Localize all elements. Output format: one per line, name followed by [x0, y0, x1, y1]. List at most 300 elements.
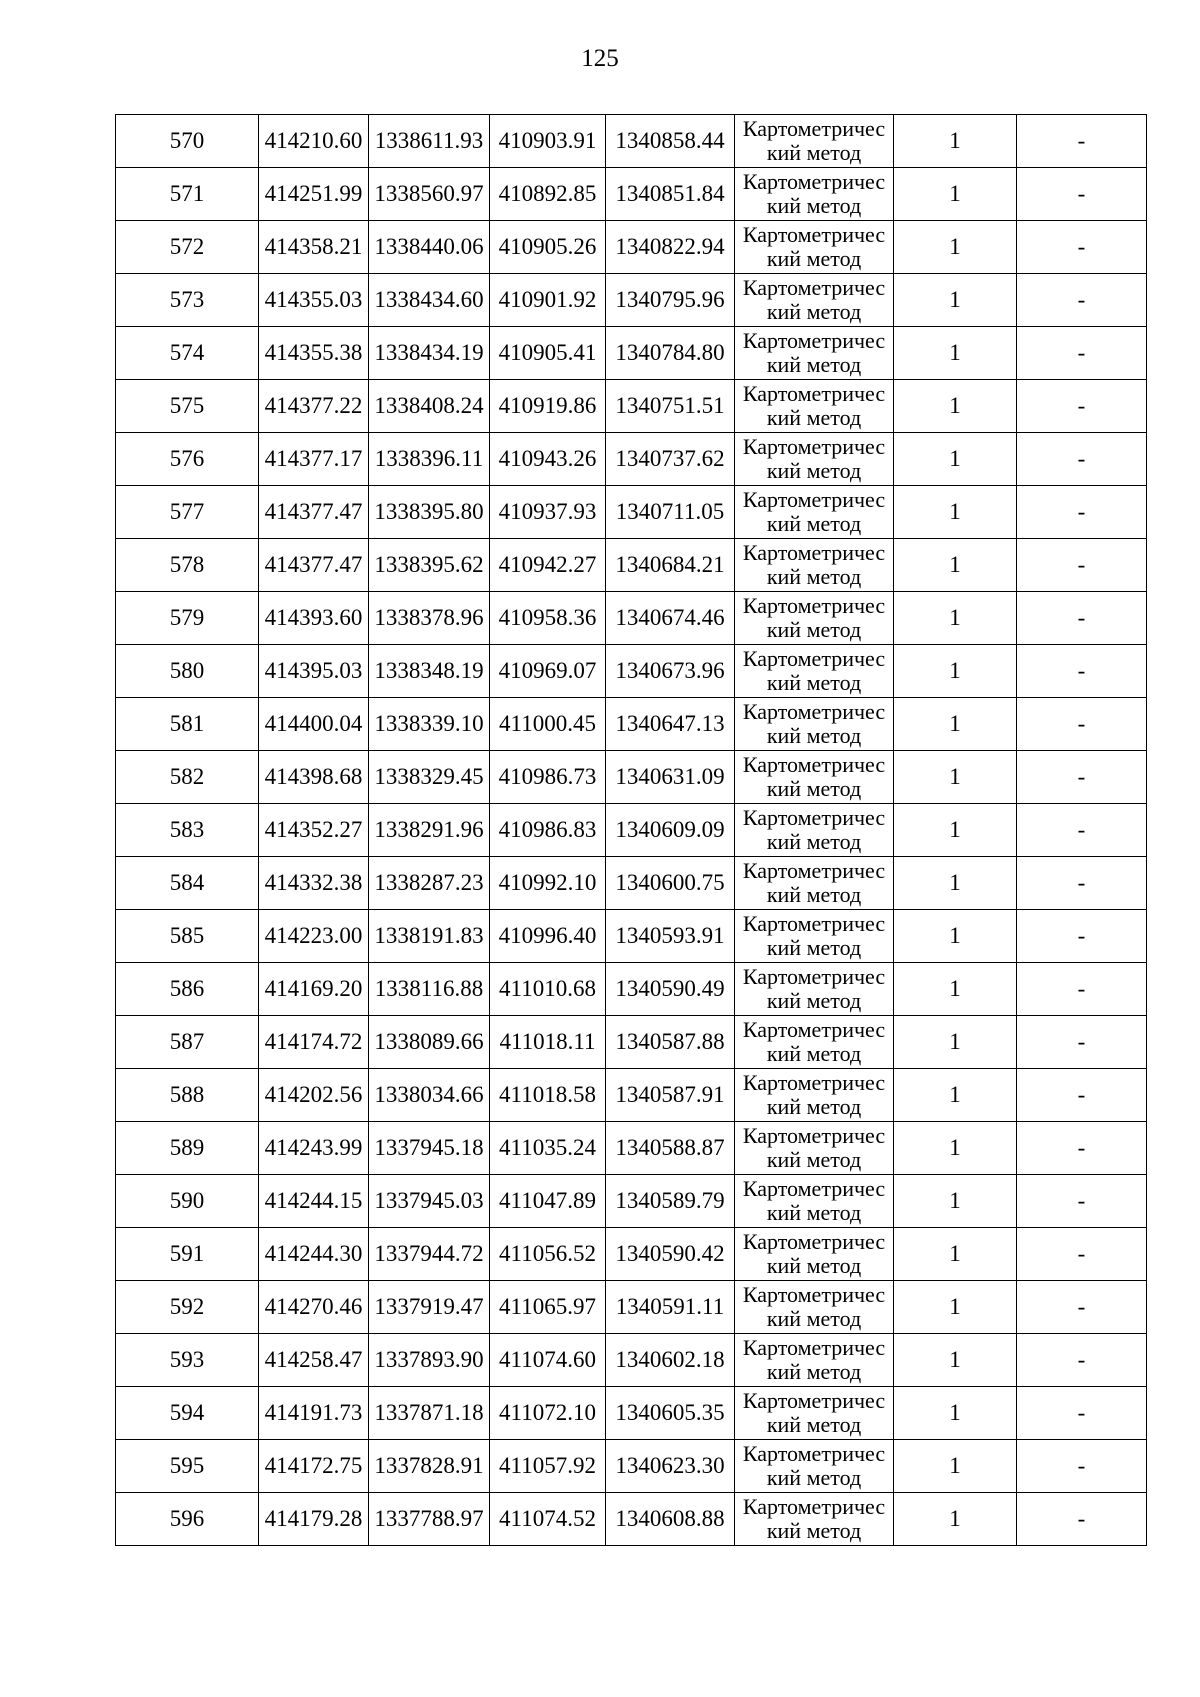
y2-coordinate-cell: 1340590.42: [606, 1228, 735, 1281]
note-cell: -: [1017, 963, 1147, 1016]
y-coordinate-cell: 1337893.90: [369, 1334, 490, 1387]
method-cell: [735, 1440, 894, 1493]
note-cell: -: [1017, 115, 1147, 168]
y-coordinate-cell: 1337871.18: [369, 1387, 490, 1440]
note-cell: -: [1017, 539, 1147, 592]
table-row: [116, 486, 1147, 539]
x2-coordinate-cell: 410942.27: [490, 539, 606, 592]
note-cell: -: [1017, 1387, 1147, 1440]
note-cell: -: [1017, 910, 1147, 963]
x2-coordinate-cell: 410958.36: [490, 592, 606, 645]
method-line-2: кий метод: [766, 1359, 862, 1384]
method-line-2: кий метод: [766, 723, 862, 748]
note-cell: -: [1017, 1493, 1147, 1546]
y-coordinate-cell: 1338440.06: [369, 221, 490, 274]
x2-coordinate-cell: 410892.85: [490, 168, 606, 221]
note-cell: -: [1017, 751, 1147, 804]
method-line-2: кий метод: [766, 140, 862, 165]
method-line-2: кий метод: [766, 935, 862, 960]
y2-coordinate-cell: 1340609.09: [606, 804, 735, 857]
accuracy-cell: 1: [894, 1281, 1017, 1334]
note-cell: -: [1017, 1228, 1147, 1281]
y-coordinate-cell: 1338339.10: [369, 698, 490, 751]
accuracy-cell: 1: [894, 433, 1017, 486]
y-coordinate-cell: 1338287.23: [369, 857, 490, 910]
x-coordinate-cell: 414377.17: [259, 433, 369, 486]
x2-coordinate-cell: 410901.92: [490, 274, 606, 327]
method-line-1: Картометричес: [742, 646, 886, 671]
table-row: [116, 221, 1147, 274]
point-number-cell: 585: [116, 910, 259, 963]
accuracy-cell: 1: [894, 1334, 1017, 1387]
method-line-2: кий метод: [766, 511, 862, 536]
note-cell: -: [1017, 380, 1147, 433]
point-number-cell: 577: [116, 486, 259, 539]
x2-coordinate-cell: 410937.93: [490, 486, 606, 539]
x-coordinate-cell: 414251.99: [259, 168, 369, 221]
table-row: [116, 1493, 1147, 1546]
method-line-2: кий метод: [766, 299, 862, 324]
y-coordinate-cell: 1337828.91: [369, 1440, 490, 1493]
y-coordinate-cell: 1337945.18: [369, 1122, 490, 1175]
accuracy-cell: 1: [894, 645, 1017, 698]
accuracy-cell: 1: [894, 910, 1017, 963]
method-line-2: кий метод: [766, 776, 862, 801]
point-number-cell: 578: [116, 539, 259, 592]
x-coordinate-cell: 414377.47: [259, 486, 369, 539]
accuracy-cell: 1: [894, 115, 1017, 168]
point-number-cell: 586: [116, 963, 259, 1016]
table-row: [116, 1069, 1147, 1122]
x-coordinate-cell: 414179.28: [259, 1493, 369, 1546]
method-line-1: Картометричес: [742, 275, 886, 300]
x2-coordinate-cell: 410992.10: [490, 857, 606, 910]
method-cell: [735, 168, 894, 221]
point-number-cell: 590: [116, 1175, 259, 1228]
point-number-cell: 581: [116, 698, 259, 751]
method-line-2: кий метод: [766, 405, 862, 430]
y-coordinate-cell: 1338395.62: [369, 539, 490, 592]
accuracy-cell: 1: [894, 963, 1017, 1016]
x-coordinate-cell: 414258.47: [259, 1334, 369, 1387]
y-coordinate-cell: 1338396.11: [369, 433, 490, 486]
method-line-1: Картометричес: [742, 1017, 886, 1042]
x2-coordinate-cell: 411057.92: [490, 1440, 606, 1493]
y-coordinate-cell: 1338408.24: [369, 380, 490, 433]
method-line-2: кий метод: [766, 1465, 862, 1490]
method-line-1: Картометричес: [742, 222, 886, 247]
method-line-1: Картометричес: [742, 116, 886, 141]
y2-coordinate-cell: 1340673.96: [606, 645, 735, 698]
method-line-2: кий метод: [766, 617, 862, 642]
y-coordinate-cell: 1338348.19: [369, 645, 490, 698]
note-cell: -: [1017, 168, 1147, 221]
method-cell: [735, 645, 894, 698]
y2-coordinate-cell: 1340608.88: [606, 1493, 735, 1546]
method-line-2: кий метод: [766, 458, 862, 483]
method-cell: [735, 698, 894, 751]
x2-coordinate-cell: 411072.10: [490, 1387, 606, 1440]
x-coordinate-cell: 414398.68: [259, 751, 369, 804]
table-row: [116, 1334, 1147, 1387]
x2-coordinate-cell: 411074.60: [490, 1334, 606, 1387]
table-row: [116, 327, 1147, 380]
point-number-cell: 579: [116, 592, 259, 645]
method-line-1: Картометричес: [742, 964, 886, 989]
y2-coordinate-cell: 1340751.51: [606, 380, 735, 433]
method-line-1: Картометричес: [742, 540, 886, 565]
method-line-1: Картометричес: [742, 1441, 886, 1466]
method-line-2: кий метод: [766, 988, 862, 1013]
method-line-1: Картометричес: [742, 752, 886, 777]
method-cell: [735, 486, 894, 539]
x-coordinate-cell: 414202.56: [259, 1069, 369, 1122]
note-cell: -: [1017, 804, 1147, 857]
point-number-cell: 595: [116, 1440, 259, 1493]
method-cell: [735, 1122, 894, 1175]
y2-coordinate-cell: 1340822.94: [606, 221, 735, 274]
x-coordinate-cell: 414223.00: [259, 910, 369, 963]
accuracy-cell: 1: [894, 1493, 1017, 1546]
table-row: [116, 592, 1147, 645]
method-cell: [735, 327, 894, 380]
table-row: [116, 698, 1147, 751]
table-row: [116, 1228, 1147, 1281]
note-cell: -: [1017, 857, 1147, 910]
y2-coordinate-cell: 1340674.46: [606, 592, 735, 645]
accuracy-cell: 1: [894, 486, 1017, 539]
table-row: [116, 857, 1147, 910]
accuracy-cell: 1: [894, 327, 1017, 380]
y2-coordinate-cell: 1340623.30: [606, 1440, 735, 1493]
method-line-2: кий метод: [766, 1041, 862, 1066]
method-line-1: Картометричес: [742, 381, 886, 406]
x-coordinate-cell: 414377.47: [259, 539, 369, 592]
accuracy-cell: 1: [894, 1228, 1017, 1281]
point-number-cell: 587: [116, 1016, 259, 1069]
method-line-1: Картометричес: [742, 434, 886, 459]
x-coordinate-cell: 414377.22: [259, 380, 369, 433]
accuracy-cell: 1: [894, 539, 1017, 592]
method-cell: [735, 274, 894, 327]
table-row: [116, 539, 1147, 592]
y2-coordinate-cell: 1340593.91: [606, 910, 735, 963]
method-cell: [735, 539, 894, 592]
x-coordinate-cell: 414169.20: [259, 963, 369, 1016]
y-coordinate-cell: 1338611.93: [369, 115, 490, 168]
y2-coordinate-cell: 1340589.79: [606, 1175, 735, 1228]
table-row: [116, 115, 1147, 168]
note-cell: -: [1017, 221, 1147, 274]
y-coordinate-cell: 1337919.47: [369, 1281, 490, 1334]
x-coordinate-cell: 414355.38: [259, 327, 369, 380]
y2-coordinate-cell: 1340587.91: [606, 1069, 735, 1122]
accuracy-cell: 1: [894, 1387, 1017, 1440]
method-cell: [735, 1334, 894, 1387]
point-number-cell: 571: [116, 168, 259, 221]
y-coordinate-cell: 1337944.72: [369, 1228, 490, 1281]
note-cell: -: [1017, 1069, 1147, 1122]
table-row: [116, 274, 1147, 327]
method-cell: [735, 1228, 894, 1281]
method-line-1: Картометричес: [742, 1176, 886, 1201]
y2-coordinate-cell: 1340590.49: [606, 963, 735, 1016]
method-cell: [735, 592, 894, 645]
table-row: [116, 1387, 1147, 1440]
method-line-1: Картометричес: [742, 1494, 886, 1519]
accuracy-cell: 1: [894, 592, 1017, 645]
x-coordinate-cell: 414332.38: [259, 857, 369, 910]
x2-coordinate-cell: 411065.97: [490, 1281, 606, 1334]
method-line-2: кий метод: [766, 829, 862, 854]
y2-coordinate-cell: 1340600.75: [606, 857, 735, 910]
method-line-1: Картометричес: [742, 805, 886, 830]
y-coordinate-cell: 1338089.66: [369, 1016, 490, 1069]
point-number-cell: 594: [116, 1387, 259, 1440]
x2-coordinate-cell: 410969.07: [490, 645, 606, 698]
method-line-2: кий метод: [766, 1518, 862, 1543]
x-coordinate-cell: 414244.15: [259, 1175, 369, 1228]
x2-coordinate-cell: 411018.11: [490, 1016, 606, 1069]
point-number-cell: 583: [116, 804, 259, 857]
y2-coordinate-cell: 1340602.18: [606, 1334, 735, 1387]
note-cell: -: [1017, 1440, 1147, 1493]
x-coordinate-cell: 414174.72: [259, 1016, 369, 1069]
accuracy-cell: 1: [894, 221, 1017, 274]
method-cell: [735, 380, 894, 433]
y2-coordinate-cell: 1340588.87: [606, 1122, 735, 1175]
method-line-2: кий метод: [766, 1147, 862, 1172]
table-row: [116, 1122, 1147, 1175]
x2-coordinate-cell: 410905.26: [490, 221, 606, 274]
method-cell: [735, 857, 894, 910]
x2-coordinate-cell: 411000.45: [490, 698, 606, 751]
method-line-2: кий метод: [766, 1306, 862, 1331]
y-coordinate-cell: 1338329.45: [369, 751, 490, 804]
table-row: [116, 1281, 1147, 1334]
table-row: [116, 751, 1147, 804]
y2-coordinate-cell: 1340784.80: [606, 327, 735, 380]
x2-coordinate-cell: 410919.86: [490, 380, 606, 433]
x2-coordinate-cell: 410943.26: [490, 433, 606, 486]
method-line-1: Картометричес: [742, 1229, 886, 1254]
x-coordinate-cell: 414355.03: [259, 274, 369, 327]
table-row: [116, 645, 1147, 698]
point-number-cell: 580: [116, 645, 259, 698]
x2-coordinate-cell: 410903.91: [490, 115, 606, 168]
y2-coordinate-cell: 1340587.88: [606, 1016, 735, 1069]
y-coordinate-cell: 1337945.03: [369, 1175, 490, 1228]
method-line-2: кий метод: [766, 1094, 862, 1119]
method-cell: [735, 115, 894, 168]
x-coordinate-cell: 414400.04: [259, 698, 369, 751]
note-cell: -: [1017, 1122, 1147, 1175]
note-cell: -: [1017, 1016, 1147, 1069]
method-line-1: Картометричес: [742, 328, 886, 353]
y-coordinate-cell: 1338291.96: [369, 804, 490, 857]
x-coordinate-cell: 414191.73: [259, 1387, 369, 1440]
method-cell: [735, 1493, 894, 1546]
table-body: [116, 115, 1147, 1546]
x-coordinate-cell: 414244.30: [259, 1228, 369, 1281]
table-row: [116, 433, 1147, 486]
x2-coordinate-cell: 410986.73: [490, 751, 606, 804]
note-cell: -: [1017, 274, 1147, 327]
coordinates-table: [115, 114, 1147, 1546]
y2-coordinate-cell: 1340631.09: [606, 751, 735, 804]
x-coordinate-cell: 414352.27: [259, 804, 369, 857]
point-number-cell: 593: [116, 1334, 259, 1387]
note-cell: -: [1017, 486, 1147, 539]
y2-coordinate-cell: 1340647.13: [606, 698, 735, 751]
x2-coordinate-cell: 411018.58: [490, 1069, 606, 1122]
point-number-cell: 584: [116, 857, 259, 910]
page-number: 125: [581, 45, 619, 72]
x-coordinate-cell: 414358.21: [259, 221, 369, 274]
method-line-2: кий метод: [766, 882, 862, 907]
accuracy-cell: 1: [894, 857, 1017, 910]
method-line-1: Картометричес: [742, 911, 886, 936]
method-line-2: кий метод: [766, 193, 862, 218]
note-cell: -: [1017, 1334, 1147, 1387]
accuracy-cell: 1: [894, 1069, 1017, 1122]
method-line-1: Картометричес: [742, 858, 886, 883]
x2-coordinate-cell: 410986.83: [490, 804, 606, 857]
accuracy-cell: 1: [894, 1016, 1017, 1069]
y2-coordinate-cell: 1340684.21: [606, 539, 735, 592]
method-cell: [735, 910, 894, 963]
x-coordinate-cell: 414395.03: [259, 645, 369, 698]
x2-coordinate-cell: 410996.40: [490, 910, 606, 963]
x2-coordinate-cell: 411047.89: [490, 1175, 606, 1228]
x-coordinate-cell: 414270.46: [259, 1281, 369, 1334]
y-coordinate-cell: 1338034.66: [369, 1069, 490, 1122]
point-number-cell: 588: [116, 1069, 259, 1122]
x-coordinate-cell: 414243.99: [259, 1122, 369, 1175]
point-number-cell: 572: [116, 221, 259, 274]
point-number-cell: 573: [116, 274, 259, 327]
method-line-1: Картометричес: [742, 1282, 886, 1307]
table-row: [116, 910, 1147, 963]
method-cell: [735, 804, 894, 857]
y2-coordinate-cell: 1340795.96: [606, 274, 735, 327]
table-row: [116, 168, 1147, 221]
method-cell: [735, 1387, 894, 1440]
accuracy-cell: 1: [894, 804, 1017, 857]
method-cell: [735, 221, 894, 274]
note-cell: -: [1017, 645, 1147, 698]
method-cell: [735, 751, 894, 804]
y-coordinate-cell: 1338434.19: [369, 327, 490, 380]
method-line-1: Картометричес: [742, 487, 886, 512]
method-cell: [735, 1175, 894, 1228]
x2-coordinate-cell: 411010.68: [490, 963, 606, 1016]
x2-coordinate-cell: 411035.24: [490, 1122, 606, 1175]
method-cell: [735, 1281, 894, 1334]
method-line-2: кий метод: [766, 1200, 862, 1225]
point-number-cell: 574: [116, 327, 259, 380]
accuracy-cell: 1: [894, 1122, 1017, 1175]
point-number-cell: 591: [116, 1228, 259, 1281]
method-line-1: Картометричес: [742, 593, 886, 618]
point-number-cell: 582: [116, 751, 259, 804]
y-coordinate-cell: 1338560.97: [369, 168, 490, 221]
method-line-2: кий метод: [766, 564, 862, 589]
method-line-1: Картометричес: [742, 1388, 886, 1413]
y2-coordinate-cell: 1340858.44: [606, 115, 735, 168]
x-coordinate-cell: 414393.60: [259, 592, 369, 645]
method-cell: [735, 433, 894, 486]
note-cell: -: [1017, 327, 1147, 380]
method-cell: [735, 1016, 894, 1069]
method-line-1: Картометричес: [742, 169, 886, 194]
point-number-cell: 576: [116, 433, 259, 486]
note-cell: -: [1017, 592, 1147, 645]
accuracy-cell: 1: [894, 380, 1017, 433]
note-cell: -: [1017, 433, 1147, 486]
y2-coordinate-cell: 1340591.11: [606, 1281, 735, 1334]
note-cell: -: [1017, 1175, 1147, 1228]
method-line-2: кий метод: [766, 352, 862, 377]
y-coordinate-cell: 1338116.88: [369, 963, 490, 1016]
method-line-1: Картометричес: [742, 699, 886, 724]
table-row: [116, 1016, 1147, 1069]
x2-coordinate-cell: 411074.52: [490, 1493, 606, 1546]
y-coordinate-cell: 1338191.83: [369, 910, 490, 963]
y-coordinate-cell: 1338434.60: [369, 274, 490, 327]
x2-coordinate-cell: 411056.52: [490, 1228, 606, 1281]
point-number-cell: 575: [116, 380, 259, 433]
note-cell: -: [1017, 698, 1147, 751]
accuracy-cell: 1: [894, 1175, 1017, 1228]
table-row: [116, 1175, 1147, 1228]
table-row: [116, 1440, 1147, 1493]
y2-coordinate-cell: 1340605.35: [606, 1387, 735, 1440]
method-line-1: Картометричес: [742, 1070, 886, 1095]
y-coordinate-cell: 1338395.80: [369, 486, 490, 539]
method-line-1: Картометричес: [742, 1123, 886, 1148]
method-cell: [735, 963, 894, 1016]
x2-coordinate-cell: 410905.41: [490, 327, 606, 380]
method-cell: [735, 1069, 894, 1122]
method-line-2: кий метод: [766, 246, 862, 271]
accuracy-cell: 1: [894, 274, 1017, 327]
table-row: [116, 963, 1147, 1016]
method-line-2: кий метод: [766, 1412, 862, 1437]
point-number-cell: 592: [116, 1281, 259, 1334]
point-number-cell: 570: [116, 115, 259, 168]
y-coordinate-cell: 1337788.97: [369, 1493, 490, 1546]
table-row: [116, 804, 1147, 857]
y-coordinate-cell: 1338378.96: [369, 592, 490, 645]
method-line-2: кий метод: [766, 670, 862, 695]
accuracy-cell: 1: [894, 1440, 1017, 1493]
accuracy-cell: 1: [894, 168, 1017, 221]
table-row: [116, 380, 1147, 433]
method-line-2: кий метод: [766, 1253, 862, 1278]
accuracy-cell: 1: [894, 751, 1017, 804]
y2-coordinate-cell: 1340737.62: [606, 433, 735, 486]
accuracy-cell: 1: [894, 698, 1017, 751]
method-line-1: Картометричес: [742, 1335, 886, 1360]
point-number-cell: 596: [116, 1493, 259, 1546]
x-coordinate-cell: 414210.60: [259, 115, 369, 168]
y2-coordinate-cell: 1340711.05: [606, 486, 735, 539]
x-coordinate-cell: 414172.75: [259, 1440, 369, 1493]
note-cell: -: [1017, 1281, 1147, 1334]
y2-coordinate-cell: 1340851.84: [606, 168, 735, 221]
point-number-cell: 589: [116, 1122, 259, 1175]
